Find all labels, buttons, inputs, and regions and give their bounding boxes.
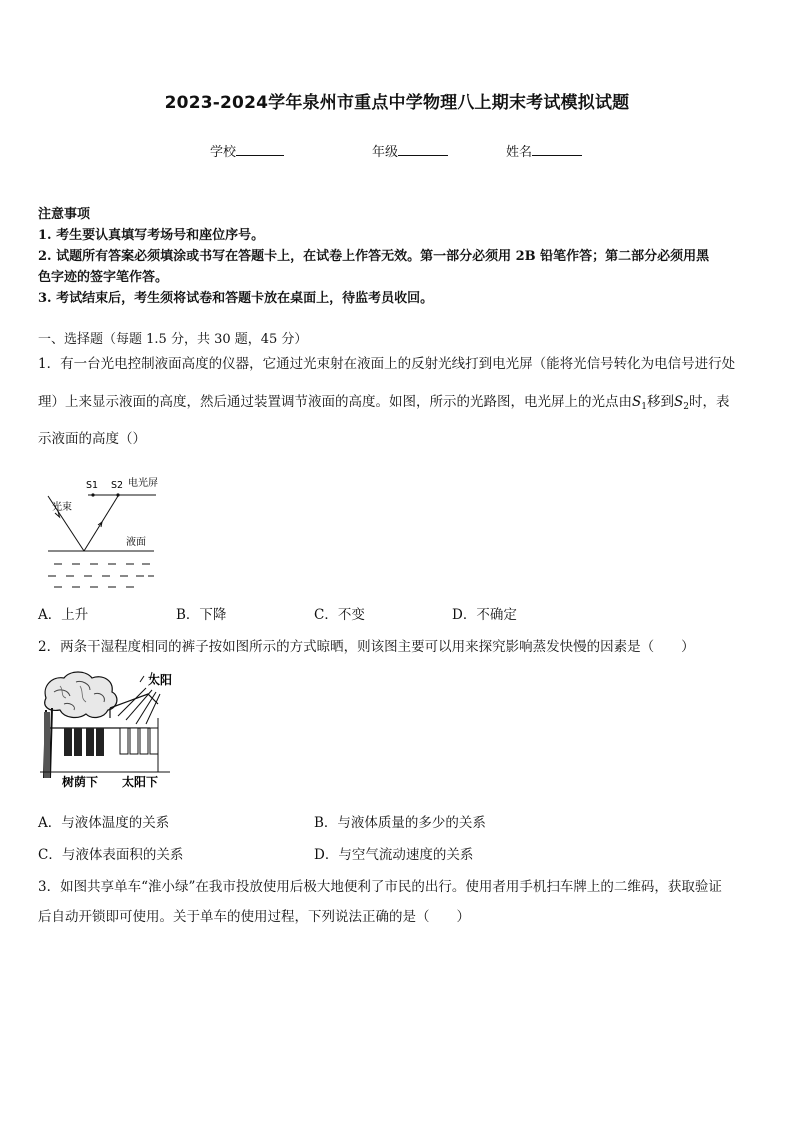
notes-heading: 注意事项 [38, 207, 91, 222]
s2-label: S2 [111, 480, 124, 491]
q1-light-path-figure [36, 472, 166, 594]
q1-line-2: 理）上来显示液面的高度，然后通过装置调节液面的高度。如图，所示的光路图，电光屏上的光点由$S_1$移到$S_2$时，表 [38, 394, 730, 412]
school-field [210, 141, 284, 160]
beam-label: 光束 [52, 502, 72, 513]
sunny-label: 太阳下 [122, 775, 159, 789]
q2-option-c[interactable]: C．与液体表面积的关系 [38, 847, 184, 863]
grade-field [372, 141, 448, 160]
screen-label: 电光屏 [128, 478, 158, 489]
school-label: 学校 [210, 145, 237, 160]
q2-option-a[interactable]: A．与液体温度的关系 [38, 815, 170, 831]
notes-item: 1. 考生要认真填写考场号和座位序号。 [38, 228, 265, 243]
liquid-label: 液面 [126, 537, 146, 548]
page-title: 2023-2024学年泉州市重点中学物理八上期末考试模拟试题 [164, 93, 630, 113]
q2-drying-figure [40, 668, 180, 792]
notes-item: 2. 试题所有答案必须填涂或书写在答题卡上，在试卷上作答无效。第一部分必须用 2B 铅笔作答；第二部分必须用黑 [38, 249, 710, 264]
q1-line-3: 示液面的高度（） [38, 431, 146, 447]
q1-option-d[interactable]: D．不确定 [452, 607, 517, 623]
q3-line-1: 3．如图共享单车“淮小绿”在我市投放使用后极大地便利了市民的出行。使用者用手机扫车牌上的二维码，获取验证 [38, 879, 722, 895]
q1-option-a[interactable]: A．上升 [38, 607, 89, 623]
grade-blank[interactable] [398, 143, 448, 156]
s2-symbol: $S_2$ [673, 394, 689, 412]
q2-line-1: 2．两条干湿程度相同的裤子按如图所示的方式晾晒，则该图主要可以用来探究影响蒸发快慢的因素是（ ） [38, 639, 695, 655]
q2-option-b[interactable]: B．与液体质量的多少的关系 [314, 815, 486, 831]
school-blank[interactable] [236, 143, 284, 156]
s1-symbol: $S_1$ [632, 394, 647, 412]
name-label: 姓名 [506, 145, 533, 160]
notes-item: 色字迹的签字笔作答。 [38, 270, 169, 285]
s1-label: S1 [86, 480, 99, 491]
name-blank[interactable] [532, 143, 582, 156]
section-heading: 一、选择题（每题 1.5 分，共 30 题，45 分） [38, 332, 308, 347]
shade-label: 树荫下 [62, 775, 99, 789]
sun-label: 太阳 [148, 673, 173, 687]
grade-label: 年级 [372, 145, 399, 160]
q2-option-d[interactable]: D．与空气流动速度的关系 [314, 847, 474, 863]
q1-option-c[interactable]: C．不变 [314, 607, 365, 623]
q1-option-b[interactable]: B．下降 [176, 607, 227, 623]
q1-line-1: 1．有一台光电控制液面高度的仪器，它通过光束射在液面上的反射光线打到电光屏（能将光信号转化为电信号进行处 [38, 356, 736, 372]
q3-line-2: 后自动开锁即可使用。关于单车的使用过程，下列说法正确的是（ ） [38, 909, 470, 925]
notes-item: 3. 考试结束后，考生须将试卷和答题卡放在桌面上，待监考员收回。 [38, 291, 434, 306]
name-field [506, 141, 582, 160]
